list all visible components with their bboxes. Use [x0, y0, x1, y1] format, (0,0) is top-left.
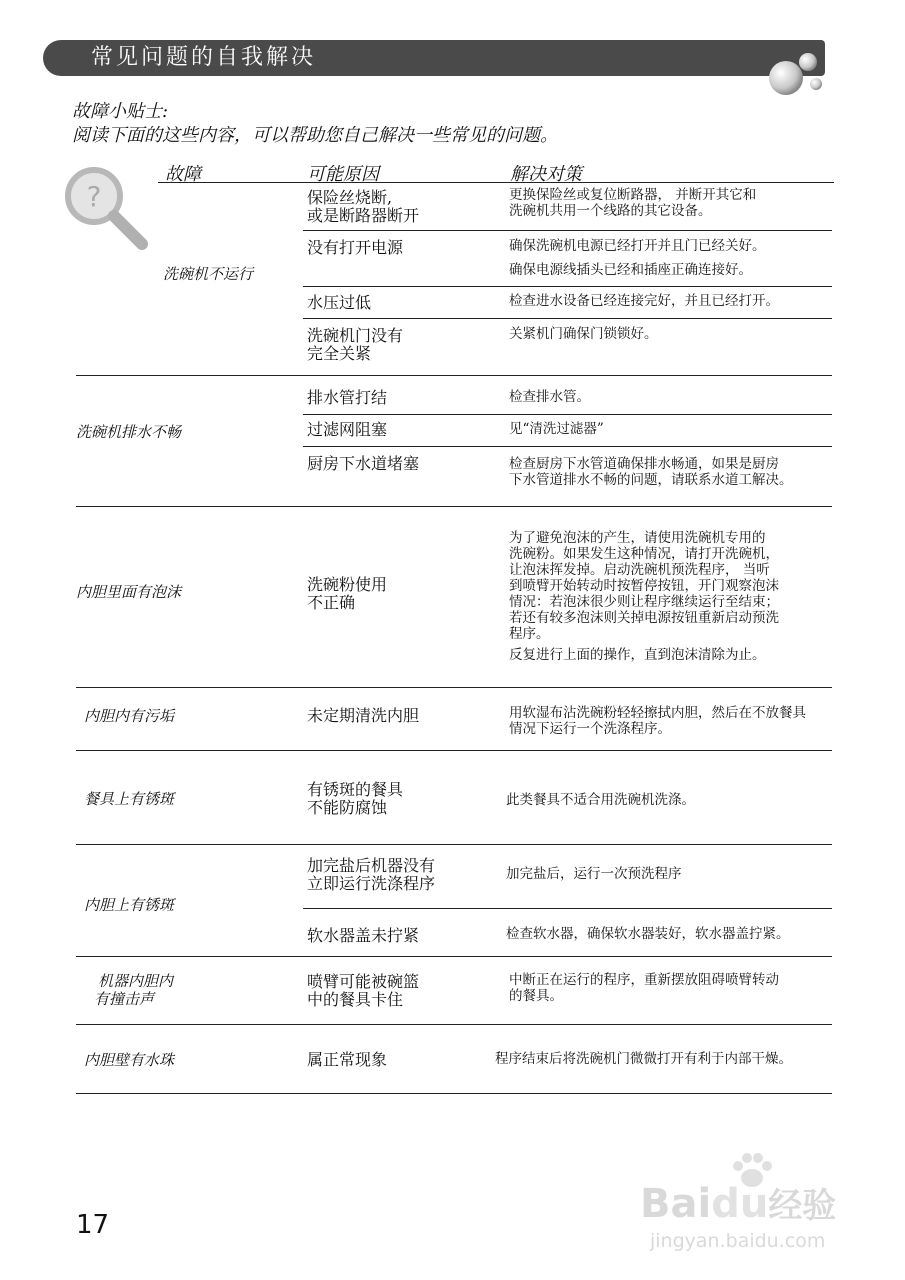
solution-water: 检查进水设备已经连接完好，并且已经打开。 [509, 293, 779, 309]
solution-fuse: 更换保险丝或复位断路器， 并断开其它和 [509, 187, 757, 203]
solution-door: 关紧机门确保门锁锁好。 [509, 326, 658, 342]
solution-foam-line5: 情况：若泡沫很少则让程序继续运行至结束； [509, 594, 779, 610]
bubbles-icon [760, 44, 830, 104]
fault-rust-dishes: 餐具上有锈斑 [84, 790, 175, 808]
cause-door: 洗碗机门没有 [307, 326, 404, 345]
solution-sewer: 检查厨房下水管道确保排水畅通，如果是厨房 [509, 456, 779, 472]
watermark-url: jingyan.baidu.com [650, 1230, 826, 1252]
divider [303, 286, 832, 287]
cause-door-line2: 完全关紧 [307, 344, 372, 363]
divider [303, 908, 832, 909]
tips-heading: 故障小贴士: [72, 101, 169, 122]
solution-spray-arm: 中断正在运行的程序，重新摆放阻碍喷臂转动 [509, 972, 779, 988]
fault-knocking-line1: 机器内胆内 [98, 972, 174, 990]
column-header-solution: 解决对策 [510, 164, 582, 185]
cause-salt: 加完盐后机器没有 [307, 856, 436, 875]
solution-normal: 程序结束后将洗碗机门微微打开有利于内部干燥。 [495, 1051, 792, 1067]
cause-no-cleaning: 未定期清洗内胆 [307, 706, 420, 725]
row-separator [76, 506, 832, 507]
solution-clean: 用软湿布沾洗碗粉轻轻擦拭内胆，然后在不放餐具 [509, 705, 806, 721]
fault-foam: 内胆里面有泡沫 [76, 583, 182, 601]
solution-sewer-line2: 下水管道排水不畅的问题，请联系水道工解决。 [509, 472, 793, 488]
solution-foam-line7: 程序。 [509, 626, 550, 642]
cause-salt-line2: 立即运行洗涤程序 [307, 874, 436, 893]
tips-text: 阅读下面的这些内容，可以帮助您自己解决一些常见的问题。 [72, 125, 558, 146]
svg-text:?: ? [86, 180, 102, 213]
cause-no-power: 没有打开电源 [307, 238, 404, 257]
solution-power: 确保洗碗机电源已经打开并且门已经关好。 [509, 238, 766, 254]
cause-rusty-dishes: 有锈斑的餐具 [307, 780, 404, 799]
row-separator [76, 750, 832, 751]
cause-softener-cap: 软水器盖未拧紧 [307, 926, 420, 945]
divider [303, 446, 832, 447]
solution-power-line2: 确保电源线插头已经和插座正确连接好。 [509, 262, 752, 278]
cause-low-pressure: 水压过低 [307, 293, 372, 312]
row-separator [76, 1024, 832, 1025]
solution-filter: 见“清洗过滤器” [509, 421, 604, 437]
section-header-bar [43, 40, 825, 76]
baidu-watermark [640, 1150, 870, 1260]
solution-spray-arm-line2: 的餐具。 [509, 988, 563, 1004]
solution-hose: 检查排水管。 [509, 389, 590, 405]
cause-fuse: 保险丝烧断, [307, 188, 393, 207]
section-title: 常见问题的自我解决 [91, 45, 317, 70]
fault-not-running: 洗碗机不运行 [163, 265, 254, 283]
fault-drain-poor: 洗碗机排水不畅 [76, 423, 182, 441]
watermark-brand: Baidu经验 [640, 1181, 837, 1227]
row-separator [76, 844, 832, 845]
cause-normal: 属正常现象 [307, 1050, 388, 1069]
cause-hose-kinked: 排水管打结 [307, 388, 388, 407]
header-rule [158, 182, 834, 183]
cause-spray-arm-line2: 中的餐具卡住 [307, 990, 404, 1009]
cause-detergent-line2: 不正确 [307, 593, 356, 612]
solution-clean-line2: 情况下运行一个洗涤程序。 [509, 721, 671, 737]
fault-water-drops: 内胆壁有水珠 [84, 1051, 175, 1069]
solution-salt: 加完盐后，运行一次预洗程序 [506, 866, 682, 882]
tips-block [72, 100, 558, 148]
divider [303, 414, 832, 415]
fault-rust-tub: 内胆上有锈斑 [84, 896, 175, 914]
solution-foam-line2: 洗碗粉。如果发生这种情况，请打开洗碗机， [509, 546, 779, 562]
solution-foam-line3: 让泡沫挥发掉。启动洗碗机预洗程序， 当听 [509, 562, 770, 578]
cause-spray-arm: 喷臂可能被碗篮 [307, 972, 420, 991]
solution-foam-line8: 反复进行上面的操作，直到泡沫清除为止。 [509, 647, 766, 663]
magnifier-question-icon [58, 160, 153, 255]
solution-foam-line4: 到喷臂开始转动时按暂停按钮，开门观察泡沫 [509, 578, 779, 594]
cause-sewer-blocked: 厨房下水道堵塞 [307, 454, 420, 473]
column-header-fault: 故障 [165, 164, 201, 185]
solution-softener: 检查软水器，确保软水器装好，软水器盖拧紧。 [506, 926, 790, 942]
fault-knocking-line2: 有撞击声 [94, 990, 155, 1008]
solution-fuse-line2: 洗碗机共用一个线路的其它设备。 [509, 203, 712, 219]
solution-foam-line1: 为了避免泡沫的产生，请使用洗碗机专用的 [509, 530, 766, 546]
solution-foam-line6: 若还有较多泡沫则关掉电源按钮重新启动预洗 [509, 610, 779, 626]
solution-rusty-dishes: 此类餐具不适合用洗碗机洗涤。 [506, 792, 695, 808]
cause-rusty-dishes-line2: 不能防腐蚀 [307, 798, 388, 817]
column-header-cause: 可能原因 [307, 164, 379, 185]
cause-filter-clogged: 过滤网阻塞 [307, 420, 388, 439]
divider [303, 230, 832, 231]
row-separator [76, 956, 832, 957]
cause-fuse-line2: 或是断路器断开 [307, 206, 420, 225]
cause-detergent: 洗碗粉使用 [307, 575, 388, 594]
divider [303, 318, 832, 319]
row-separator [76, 687, 832, 688]
fault-dirt: 内胆内有污垢 [84, 707, 175, 725]
row-separator [76, 375, 832, 376]
page-number: 17 [76, 1210, 110, 1240]
row-separator [76, 1093, 832, 1094]
